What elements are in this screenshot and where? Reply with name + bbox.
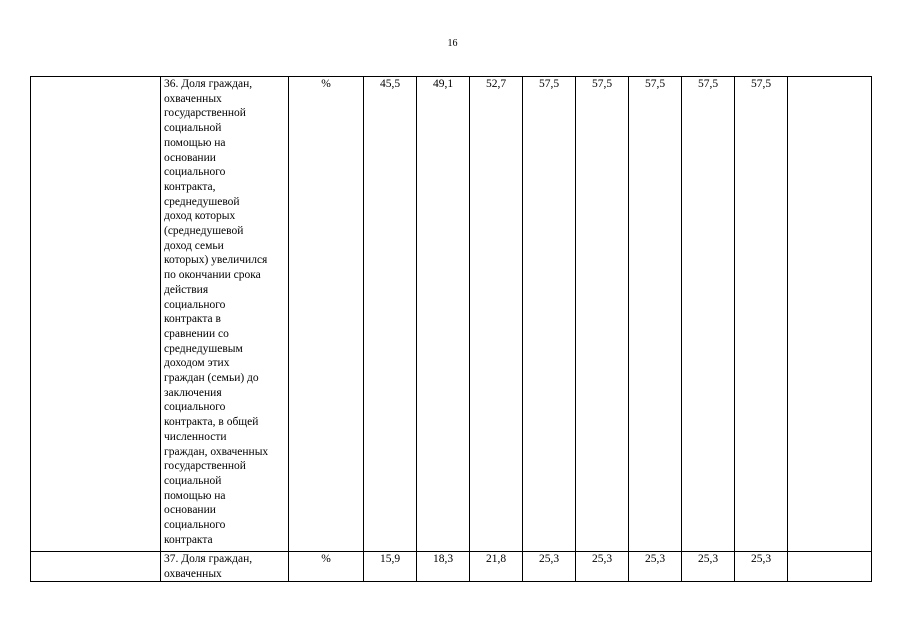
page-number: 16: [447, 38, 458, 49]
value-cell: 57,5: [576, 77, 629, 552]
unit-cell: %: [289, 552, 364, 582]
value-cell: 15,9: [364, 552, 417, 582]
value-cell: 25,3: [735, 552, 788, 582]
value-cell: 25,3: [523, 552, 576, 582]
value-cell: 57,5: [735, 77, 788, 552]
value-cell: 25,3: [629, 552, 682, 582]
empty-cell: [788, 552, 872, 582]
indicator-description: 37. Доля граждан, охваченных: [161, 552, 289, 582]
empty-cell: [788, 77, 872, 552]
table-row: [31, 552, 872, 582]
table-row: [31, 77, 872, 552]
value-cell: 25,3: [576, 552, 629, 582]
indicator-table: [30, 76, 872, 582]
value-cell: 49,1: [417, 77, 470, 552]
value-cell: 57,5: [523, 77, 576, 552]
indicator-description: 36. Доля граждан, охваченных государственной социальной помощью на основании социального контракта, среднедушевой доход которых (среднедушевой доход семьи которых) увеличился по окончании срока действия социального контракта в сравнении со среднедушевым доходом этих граждан (семьи) до заключения социального контракта, в общей численности граждан, охваченных государственной социальной помощью на основании социального контракта: [161, 77, 289, 552]
empty-cell: [31, 77, 161, 552]
value-cell: 45,5: [364, 77, 417, 552]
value-cell: 57,5: [682, 77, 735, 552]
value-cell: 25,3: [682, 552, 735, 582]
value-cell: 57,5: [629, 77, 682, 552]
value-cell: 21,8: [470, 552, 523, 582]
empty-cell: [31, 552, 161, 582]
unit-cell: %: [289, 77, 364, 552]
value-cell: 18,3: [417, 552, 470, 582]
value-cell: 52,7: [470, 77, 523, 552]
